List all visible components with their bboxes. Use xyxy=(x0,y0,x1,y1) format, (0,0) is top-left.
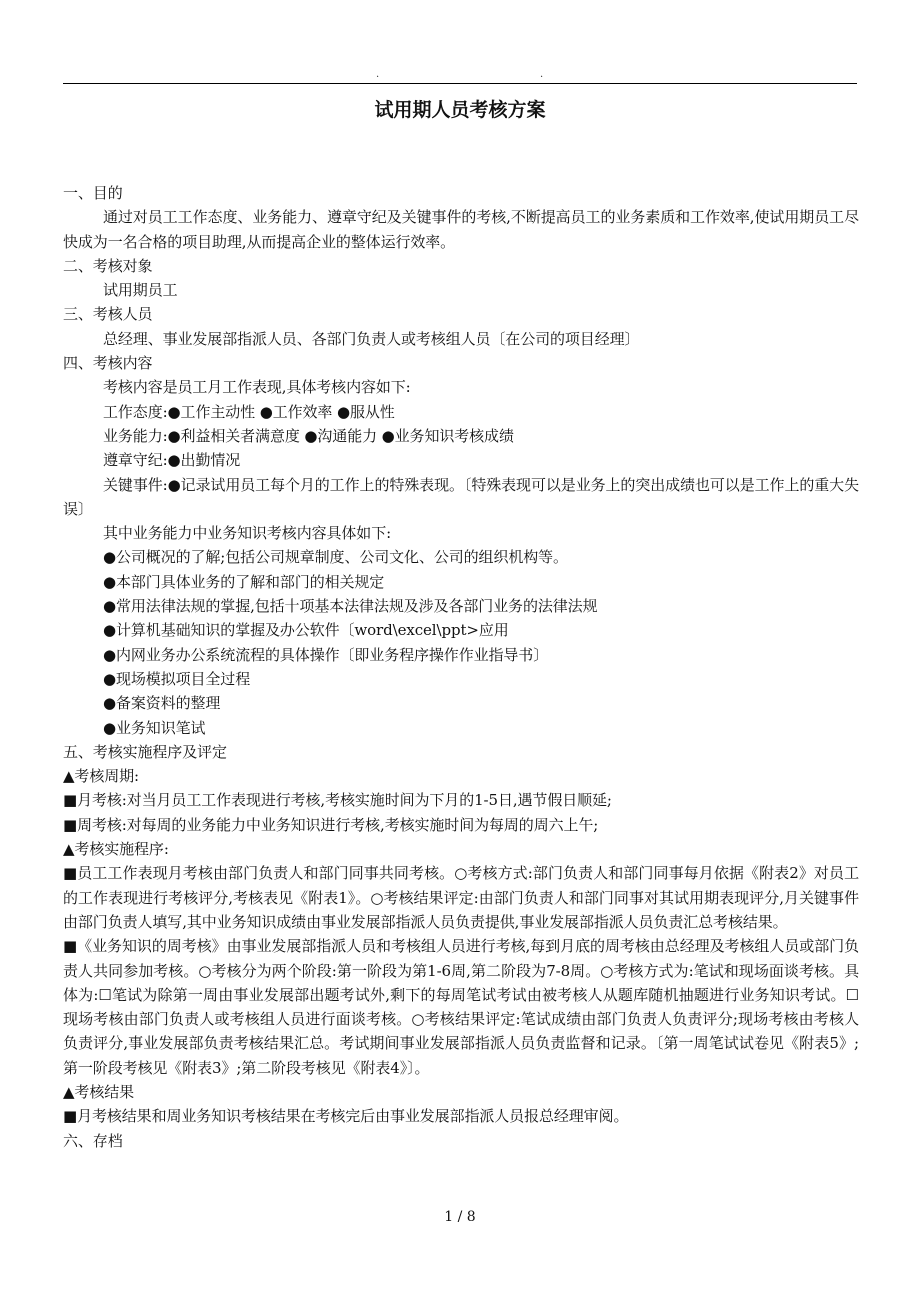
page-number: 1 / 8 xyxy=(444,1209,476,1225)
bullet-item: ●备案资料的整理 xyxy=(103,694,221,713)
section-heading: 四、考核内容 xyxy=(63,354,153,373)
paragraph: ■周考核:对每周的业务能力中业务知识进行考核,考核实施时间为每周的周六上午; xyxy=(63,815,599,834)
paragraph: 通过对员工工作态度、业务能力、遵章守纪及关键事件的考核,不断提高员工的业务素质和工作效率,使试用期员工尽快成为一名合格的项目助理,从而提高企业的整体运行效率。 xyxy=(63,208,859,251)
document-title: 试用期人员考核方案 xyxy=(374,99,546,121)
section-heading: 六、存档 xyxy=(63,1131,123,1150)
header-dot: . xyxy=(540,69,544,80)
paragraph: ■月考核结果和周业务知识考核结果在考核完后由事业发展部指派人员报总经理审阅。 xyxy=(63,1107,629,1126)
subheading: ▲考核结果 xyxy=(63,1082,135,1101)
bullet-item: ●业务知识笔试 xyxy=(103,718,206,737)
bullet-item: ●本部门具体业务的了解和部门的相关规定 xyxy=(103,572,385,591)
bullet-item: ●内网业务办公系统流程的具体操作〔即业务程序操作作业指导书〕 xyxy=(103,645,549,664)
section-heading: 一、目的 xyxy=(63,184,123,202)
subheading: ▲考核实施程序: xyxy=(63,840,169,859)
paragraph: 试用期员工 xyxy=(103,281,178,300)
section-heading: 三、考核人员 xyxy=(63,305,153,324)
list-item: 遵章守纪:●出勤情况 xyxy=(103,451,241,470)
header-dot: . xyxy=(376,69,380,80)
list-item: 业务能力:●利益相关者满意度 ●沟通能力 ●业务知识考核成绩 xyxy=(103,426,514,445)
paragraph: 总经理、事业发展部指派人员、各部门负责人或考核组人员〔在公司的项目经理〕 xyxy=(103,329,640,348)
section-heading: 二、考核对象 xyxy=(63,256,153,275)
paragraph: 考核内容是员工月工作表现,具体考核内容如下: xyxy=(103,378,411,397)
document-body xyxy=(63,181,859,1153)
paragraph: ■员工工作表现月考核由部门负责人和部门同事共同考核。○考核方式:部门负责人和部门同事每月依据《附表2》对员工的工作表现进行考核评分,考核表见《附表1》。○考核结果评定:由部门负责人和部门同事对其试用期表现评分,月关键事件由部门负责人填写,其中业务知识成绩由事业发展部指派人员负责提供,事业发展部指派人员负责汇总考核结果。 xyxy=(63,864,859,931)
list-item: 工作态度:●工作主动性 ●工作效率 ●服从性 xyxy=(103,402,395,421)
paragraph: 其中业务能力中业务知识考核内容具体如下: xyxy=(103,524,392,543)
bullet-item: ●公司概况的了解;包括公司规章制度、公司文化、公司的组织机构等。 xyxy=(103,548,568,567)
bullet-item: ●常用法律法规的掌握,包括十项基本法律法规及涉及各部门业务的法律法规 xyxy=(103,597,598,616)
subheading: ▲考核周期: xyxy=(63,767,139,786)
bullet-item: ●现场模拟项目全过程 xyxy=(103,669,251,688)
section-heading: 五、考核实施程序及评定 xyxy=(63,742,227,761)
paragraph: ■月考核:对当月员工工作表现进行考核,考核实施时间为下月的1-5日,遇节假日顺延; xyxy=(63,791,612,810)
header-rule xyxy=(63,83,857,84)
list-item: 关键事件:●记录试用员工每个月的工作上的特殊表现。〔特殊表现可以是业务上的突出成绩也可以是工作上的重大失误〕 xyxy=(63,475,859,518)
bullet-item: ●计算机基础知识的掌握及办公软件〔word\excel\ppt>应用 xyxy=(103,621,509,640)
paragraph: ■《业务知识的周考核》由事业发展部指派人员和考核组人员进行考核,每到月底的周考核由总经理及考核组人员或部门负责人共同参加考核。○考核分为两个阶段:第一阶段为第1-6周,第二阶段为7-8周。○考核方式为:笔试和现场面谈考核。具体为:☐笔试为除第一周由事业发展部出题考试外,剩下的每周笔试考试由被考核人从题库随机抽题进行业务知识考试。☐现场考核由部门负责人或考核组人员进行面谈考核。○考核结果评定:笔试成绩由部门负责人负责评分;现场考核由考核人负责评分,事业发展部负责考核结果汇总。考试期间事业发展部指派人员负责监督和记录。〔第一周笔试试卷见《附表5》;第一阶段考核见《附表3》;第二阶段考核见《附表4》〕。 xyxy=(63,937,859,1077)
